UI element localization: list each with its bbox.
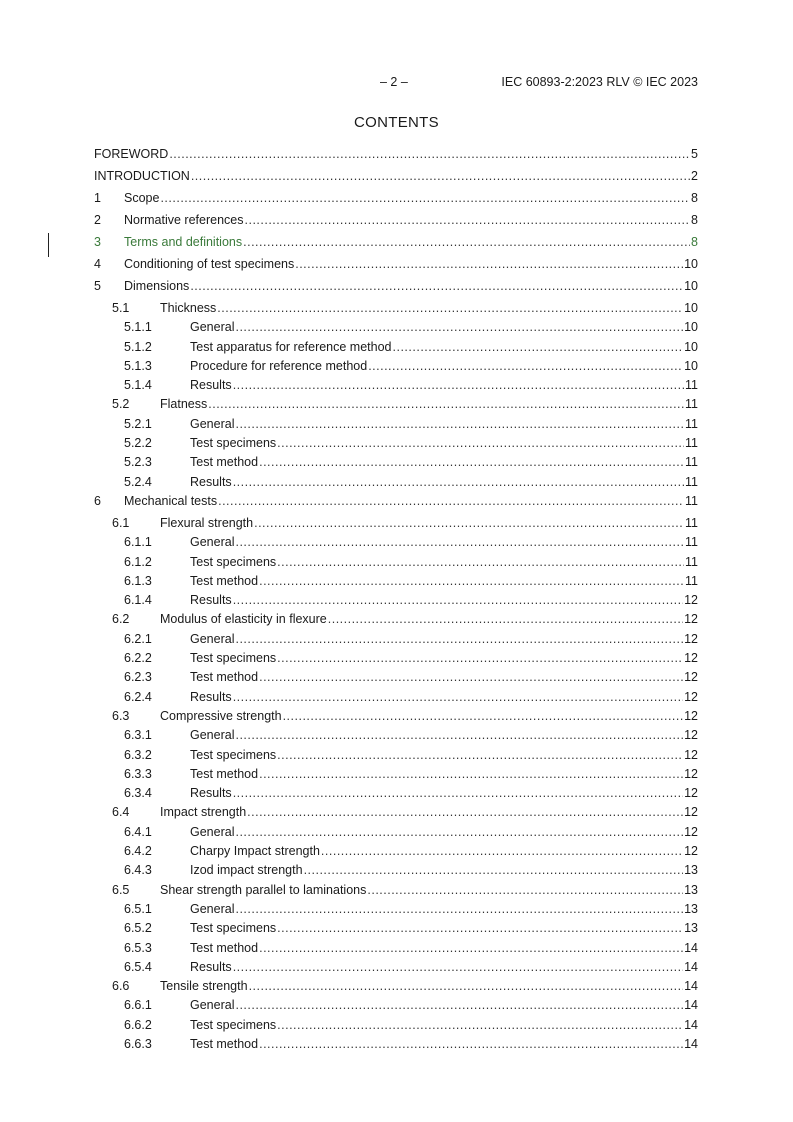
toc-entry[interactable] bbox=[94, 395, 698, 414]
toc-entry-page: 10 bbox=[684, 279, 698, 293]
toc-entry-page: 12 bbox=[684, 612, 698, 627]
toc-entry-number: 6.6.2 bbox=[124, 1017, 152, 1032]
toc-entry-page: 11 bbox=[685, 436, 698, 451]
toc-entry-label: Test specimens bbox=[190, 921, 277, 936]
toc-entry-number: 6.2 bbox=[112, 612, 130, 627]
toc-entry-label: Tensile strength bbox=[160, 979, 248, 994]
toc-entry-label: Test method bbox=[190, 1036, 259, 1051]
toc-entry-number: 6.6.3 bbox=[124, 1036, 152, 1051]
toc-entry[interactable] bbox=[94, 746, 698, 765]
revision-change-bar bbox=[48, 233, 49, 257]
toc-entry-number: 1 bbox=[94, 191, 101, 205]
dot-leader bbox=[277, 1016, 683, 1034]
toc-entry-number: 6.4 bbox=[112, 805, 130, 820]
toc-entry-label: Results bbox=[190, 959, 232, 974]
toc-entry[interactable] bbox=[94, 726, 698, 745]
toc-entry[interactable] bbox=[94, 473, 698, 492]
toc-entry-label: Results bbox=[190, 378, 232, 393]
toc-entry-label: Results bbox=[190, 474, 232, 489]
toc-entry-label: Thickness bbox=[160, 301, 217, 315]
toc-entry-page: 14 bbox=[684, 1036, 698, 1051]
toc-entry-label: Test specimens bbox=[190, 747, 277, 762]
toc-entry-number: 6.4.2 bbox=[124, 844, 152, 859]
dot-leader bbox=[328, 610, 683, 628]
dot-leader bbox=[217, 299, 683, 317]
dot-leader bbox=[259, 765, 683, 783]
toc-entry[interactable] bbox=[94, 765, 698, 784]
toc-entry-label: Test method bbox=[190, 940, 259, 955]
toc-entry-page: 2 bbox=[691, 169, 698, 183]
toc-entry-page: 12 bbox=[684, 844, 698, 859]
toc-entry-number: 5.1.1 bbox=[124, 320, 152, 335]
dot-leader bbox=[321, 842, 683, 860]
toc-entry-page: 12 bbox=[684, 766, 698, 781]
toc-entry-page: 11 bbox=[685, 474, 698, 489]
toc-entry-label: Normative references bbox=[124, 213, 244, 227]
toc-entry-number: 6.5.3 bbox=[124, 940, 152, 955]
document-id: IEC 60893-2:2023 RLV © IEC 2023 bbox=[501, 75, 698, 89]
dot-leader bbox=[208, 395, 684, 413]
toc-entry-label: Impact strength bbox=[160, 805, 247, 820]
toc-entry-label: General bbox=[190, 728, 235, 743]
toc-entry-page: 12 bbox=[684, 689, 698, 704]
toc-entry[interactable] bbox=[94, 861, 698, 880]
toc-entry[interactable] bbox=[94, 572, 698, 591]
toc-entry[interactable] bbox=[94, 514, 698, 533]
toc-entry[interactable] bbox=[94, 881, 698, 900]
toc-entry-number: 5.1.2 bbox=[124, 339, 152, 354]
dot-leader bbox=[245, 211, 691, 229]
dot-leader bbox=[277, 553, 684, 571]
toc-entry-label: Results bbox=[190, 593, 232, 608]
toc-entry-page: 10 bbox=[684, 358, 698, 373]
toc-entry-label: Test specimens bbox=[190, 651, 277, 666]
toc-entry-page: 12 bbox=[684, 670, 698, 685]
toc-entry[interactable] bbox=[94, 277, 698, 299]
toc-entry-page: 5 bbox=[691, 147, 698, 161]
toc-entry-label: Shear strength parallel to laminations bbox=[160, 882, 367, 897]
toc-entry[interactable] bbox=[94, 318, 698, 337]
toc-entry-number: 6.4.1 bbox=[124, 824, 152, 839]
toc-entry-number: 5.1 bbox=[112, 301, 130, 315]
dot-leader bbox=[233, 688, 683, 706]
toc-entry-page: 12 bbox=[684, 593, 698, 608]
toc-entry-label: Flexural strength bbox=[160, 515, 254, 530]
dot-leader bbox=[259, 939, 683, 957]
toc-entry-number: 6 bbox=[94, 493, 101, 508]
toc-entry[interactable] bbox=[94, 803, 698, 822]
toc-entry[interactable] bbox=[94, 1016, 698, 1035]
toc-entry-number: 5.2.1 bbox=[124, 416, 152, 431]
toc-entry[interactable] bbox=[94, 591, 698, 610]
toc-entry[interactable] bbox=[94, 376, 698, 395]
dot-leader bbox=[304, 861, 684, 879]
toc-entry-label: Test method bbox=[190, 670, 259, 685]
toc-entry-page: 14 bbox=[684, 959, 698, 974]
toc-entry-page: 13 bbox=[684, 863, 698, 878]
toc-entry[interactable] bbox=[94, 1035, 698, 1054]
toc-entry-label: General bbox=[190, 631, 235, 646]
toc-entry-page: 14 bbox=[684, 1017, 698, 1032]
toc-entry-number: 6.2.3 bbox=[124, 670, 152, 685]
toc-entry-number: 6.3 bbox=[112, 708, 130, 723]
toc-entry-number: 3 bbox=[94, 235, 101, 249]
toc-entry[interactable] bbox=[94, 939, 698, 958]
dot-leader bbox=[367, 881, 683, 899]
toc-entry-label: Test method bbox=[190, 455, 259, 470]
dot-leader bbox=[235, 533, 684, 551]
toc-entry[interactable] bbox=[94, 823, 698, 842]
toc-entry-label: Flatness bbox=[160, 397, 208, 412]
toc-entry-page: 11 bbox=[685, 397, 698, 412]
dot-leader bbox=[235, 823, 683, 841]
page-number: – 2 – bbox=[380, 75, 408, 89]
dot-leader bbox=[191, 167, 690, 185]
toc-entry[interactable] bbox=[94, 784, 698, 803]
dot-leader bbox=[235, 726, 683, 744]
dot-leader bbox=[169, 145, 690, 163]
page-header bbox=[94, 75, 698, 93]
toc-entry-number: 6.2.2 bbox=[124, 651, 152, 666]
toc-entry-page: 8 bbox=[691, 191, 698, 205]
toc-entry-number: 6.1.1 bbox=[124, 535, 152, 550]
toc-entry-number: 6.5.4 bbox=[124, 959, 152, 974]
toc-entry[interactable] bbox=[94, 553, 698, 572]
dot-leader bbox=[249, 977, 684, 995]
toc-entry-label: Scope bbox=[124, 191, 160, 205]
toc-entry[interactable] bbox=[94, 145, 698, 167]
toc-entry[interactable] bbox=[94, 900, 698, 919]
toc-entry[interactable] bbox=[94, 668, 698, 687]
toc-entry-label: Dimensions bbox=[124, 279, 190, 293]
toc-entry-number: 5.2 bbox=[112, 397, 130, 412]
dot-leader bbox=[259, 453, 684, 471]
toc-entry-label: General bbox=[190, 824, 235, 839]
dot-leader bbox=[393, 338, 684, 356]
toc-entry-number: 5 bbox=[94, 279, 101, 293]
toc-entry[interactable] bbox=[94, 434, 698, 453]
dot-leader bbox=[235, 415, 684, 433]
dot-leader bbox=[233, 376, 684, 394]
toc-entry-number: 6.3.2 bbox=[124, 747, 152, 762]
toc-entry[interactable] bbox=[94, 453, 698, 472]
toc-entry-label: Izod impact strength bbox=[190, 863, 303, 878]
toc-entry[interactable] bbox=[94, 255, 698, 277]
toc-entry-label: INTRODUCTION bbox=[94, 169, 190, 183]
toc-entry[interactable] bbox=[94, 842, 698, 861]
toc-entry-page: 11 bbox=[685, 455, 698, 470]
toc-entry-number: 5.2.4 bbox=[124, 474, 152, 489]
toc-entry-page: 12 bbox=[684, 786, 698, 801]
toc-entry-label: Modulus of elasticity in flexure bbox=[160, 612, 327, 627]
toc-entry-page: 11 bbox=[685, 493, 698, 508]
toc-entry-number: 6.1 bbox=[112, 515, 130, 530]
toc-entry[interactable] bbox=[94, 357, 698, 376]
toc-entry-page: 10 bbox=[684, 301, 698, 315]
toc-entry[interactable] bbox=[94, 167, 698, 189]
toc-entry[interactable] bbox=[94, 688, 698, 707]
dot-leader bbox=[233, 958, 683, 976]
toc-entry-page: 12 bbox=[684, 651, 698, 666]
toc-entry-label: General bbox=[190, 535, 235, 550]
toc-entry[interactable] bbox=[94, 977, 698, 996]
toc-entry-number: 6.6 bbox=[112, 979, 130, 994]
toc-entry-label: Results bbox=[190, 689, 232, 704]
toc-entry-label: Test method bbox=[190, 573, 259, 588]
dot-leader bbox=[368, 357, 683, 375]
toc-entry[interactable] bbox=[94, 996, 698, 1015]
dot-leader bbox=[235, 630, 683, 648]
toc-entry-page: 8 bbox=[691, 235, 698, 249]
toc-entry-page: 12 bbox=[684, 747, 698, 762]
dot-leader bbox=[247, 803, 683, 821]
dot-leader bbox=[259, 668, 683, 686]
toc-entry-number: 6.5.2 bbox=[124, 921, 152, 936]
toc-entry-number: 6.6.1 bbox=[124, 998, 152, 1013]
dot-leader bbox=[277, 434, 684, 452]
toc-entry-number: 6.3.4 bbox=[124, 786, 152, 801]
toc-entry[interactable] bbox=[94, 338, 698, 357]
contents-title: CONTENTS bbox=[354, 114, 439, 131]
toc-entry-number: 5.2.3 bbox=[124, 455, 152, 470]
dot-leader bbox=[190, 277, 683, 295]
toc-entry-page: 10 bbox=[684, 320, 698, 335]
dot-leader bbox=[235, 996, 683, 1014]
toc-entry-label: General bbox=[190, 320, 235, 335]
toc-entry-number: 6.3.1 bbox=[124, 728, 152, 743]
toc-entry-label: Test method bbox=[190, 766, 259, 781]
table-of-contents bbox=[94, 145, 698, 1054]
toc-entry-page: 11 bbox=[685, 378, 698, 393]
toc-entry-page: 11 bbox=[685, 554, 698, 569]
toc-entry-page: 14 bbox=[684, 940, 698, 955]
dot-leader bbox=[283, 707, 684, 725]
toc-entry-page: 12 bbox=[684, 708, 698, 723]
toc-entry-number: 6.3.3 bbox=[124, 766, 152, 781]
toc-entry-label: FOREWORD bbox=[94, 147, 169, 161]
toc-entry-page: 12 bbox=[684, 805, 698, 820]
dot-leader bbox=[277, 649, 683, 667]
dot-leader bbox=[254, 514, 684, 532]
toc-entry-label: Compressive strength bbox=[160, 708, 282, 723]
dot-leader bbox=[277, 919, 683, 937]
toc-entry-number: 6.2.4 bbox=[124, 689, 152, 704]
toc-entry[interactable] bbox=[94, 958, 698, 977]
dot-leader bbox=[259, 1035, 683, 1053]
dot-leader bbox=[233, 473, 684, 491]
toc-entry[interactable] bbox=[94, 415, 698, 434]
toc-entry-page: 12 bbox=[684, 824, 698, 839]
dot-leader bbox=[277, 746, 683, 764]
toc-entry-number: 5.2.2 bbox=[124, 436, 152, 451]
toc-entry-number: 6.1.2 bbox=[124, 554, 152, 569]
toc-entry[interactable] bbox=[94, 211, 698, 233]
toc-entry-number: 2 bbox=[94, 213, 101, 227]
dot-leader bbox=[160, 189, 690, 207]
dot-leader bbox=[295, 255, 683, 273]
toc-entry-label: Procedure for reference method bbox=[190, 358, 368, 373]
dot-leader bbox=[233, 784, 683, 802]
toc-entry-label: General bbox=[190, 901, 235, 916]
toc-entry-label: Terms and definitions bbox=[124, 235, 243, 249]
dot-leader bbox=[259, 572, 684, 590]
toc-entry-page: 13 bbox=[684, 882, 698, 897]
toc-entry-label: Results bbox=[190, 786, 232, 801]
toc-entry-label: Conditioning of test specimens bbox=[124, 257, 295, 271]
toc-entry[interactable] bbox=[94, 610, 698, 629]
dot-leader bbox=[243, 233, 690, 251]
dot-leader bbox=[233, 591, 683, 609]
toc-entry-page: 11 bbox=[685, 416, 698, 431]
dot-leader bbox=[235, 318, 683, 336]
toc-entry[interactable] bbox=[94, 649, 698, 668]
toc-entry-page: 14 bbox=[684, 979, 698, 994]
toc-entry-label: Test specimens bbox=[190, 436, 277, 451]
toc-entry[interactable] bbox=[94, 189, 698, 211]
toc-entry-number: 6.2.1 bbox=[124, 631, 152, 646]
toc-entry[interactable] bbox=[94, 533, 698, 552]
toc-entry[interactable] bbox=[94, 707, 698, 726]
toc-entry-label: Charpy Impact strength bbox=[190, 844, 320, 859]
toc-entry-page: 11 bbox=[685, 535, 698, 550]
toc-entry-label: General bbox=[190, 998, 235, 1013]
toc-entry-page: 11 bbox=[685, 573, 698, 588]
toc-entry-page: 8 bbox=[691, 213, 698, 227]
toc-entry-page: 10 bbox=[684, 257, 698, 271]
toc-entry-page: 13 bbox=[684, 921, 698, 936]
toc-entry-page: 13 bbox=[684, 901, 698, 916]
toc-entry-page: 12 bbox=[684, 728, 698, 743]
toc-entry-label: Test apparatus for reference method bbox=[190, 339, 392, 354]
toc-entry[interactable] bbox=[94, 233, 698, 255]
toc-entry-number: 6.5.1 bbox=[124, 901, 152, 916]
toc-entry-page: 14 bbox=[684, 998, 698, 1013]
toc-entry-number: 6.1.3 bbox=[124, 573, 152, 588]
dot-leader bbox=[235, 900, 683, 918]
toc-entry-label: Test specimens bbox=[190, 554, 277, 569]
toc-entry[interactable] bbox=[94, 919, 698, 938]
dot-leader bbox=[218, 492, 684, 510]
toc-entry-number: 5.1.4 bbox=[124, 378, 152, 393]
toc-entry[interactable] bbox=[94, 492, 698, 514]
toc-entry-page: 11 bbox=[685, 515, 698, 530]
toc-entry-number: 6.1.4 bbox=[124, 593, 152, 608]
toc-entry[interactable] bbox=[94, 630, 698, 649]
toc-entry-label: Test specimens bbox=[190, 1017, 277, 1032]
toc-entry-number: 6.5 bbox=[112, 882, 130, 897]
toc-entry-label: Mechanical tests bbox=[124, 493, 218, 508]
toc-entry-page: 12 bbox=[684, 631, 698, 646]
toc-entry-number: 4 bbox=[94, 257, 101, 271]
toc-entry-number: 5.1.3 bbox=[124, 358, 152, 373]
toc-entry-page: 10 bbox=[684, 339, 698, 354]
toc-entry-number: 6.4.3 bbox=[124, 863, 152, 878]
toc-entry[interactable] bbox=[94, 299, 698, 318]
toc-entry-label: General bbox=[190, 416, 235, 431]
